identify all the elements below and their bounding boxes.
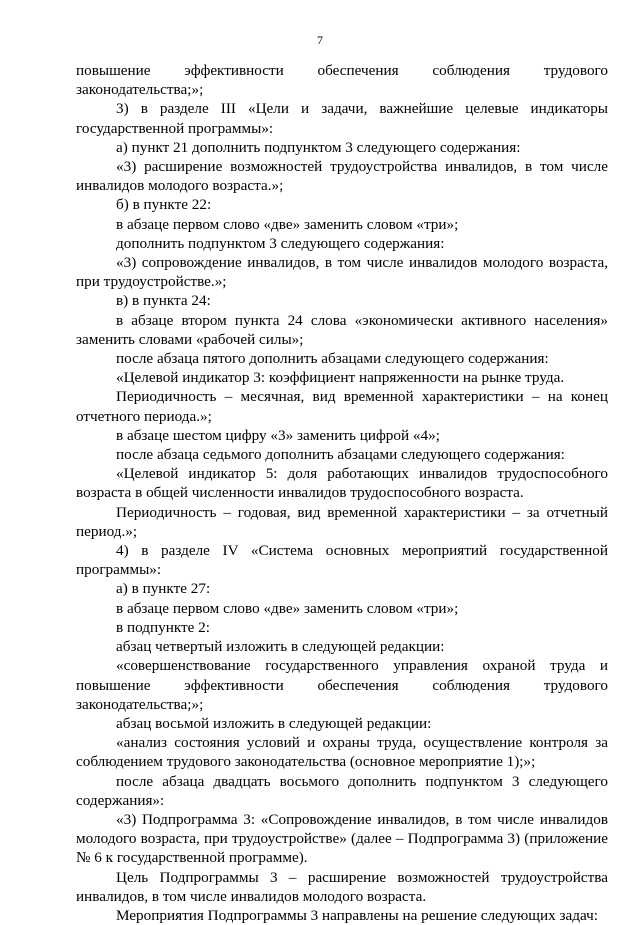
paragraph: «Целевой индикатор 5: доля работающих инвалидов трудоспособного возраста в общей численности инвалидов трудоспособного возраста.	[76, 465, 608, 502]
paragraph: «3) сопровождение инвалидов, в том числе инвалидов молодого возраста, при трудоустройстве.»;	[76, 254, 608, 291]
paragraph: Цель Подпрограммы 3 – расширение возможностей трудоустройства инвалидов, в том числе инвалидов молодого возраста.	[76, 868, 608, 905]
paragraph: абзац четвертый изложить в следующей редакции:	[116, 638, 445, 656]
paragraph: а) в пункте 27:	[116, 580, 211, 598]
paragraph: б) в пункте 22:	[116, 196, 212, 214]
paragraph: в подпункте 2:	[116, 618, 210, 636]
paragraph: 4) в разделе IV «Система основных мероприятий государственной программы»:	[76, 542, 608, 579]
paragraph: после абзаца двадцать восьмого дополнить подпунктом 3 следующего содержания»:	[76, 772, 608, 809]
paragraph: после абзаца седьмого дополнить абзацами следующего содержания:	[116, 446, 565, 464]
paragraph: после абзаца пятого дополнить абзацами следующего содержания:	[116, 350, 549, 368]
paragraph: а) пункт 21 дополнить подпунктом 3 следующего содержания:	[116, 138, 521, 156]
paragraph: Мероприятия Подпрограммы 3 направлены на решение следующих задач:	[116, 906, 598, 924]
paragraph: Периодичность – месячная, вид временной характеристики – на конец отчетного периода.»;	[76, 388, 608, 425]
paragraph: «3) Подпрограмма 3: «Сопровождение инвалидов, в том числе инвалидов молодого возраста, при трудоустройстве» (далее – Подпрограмма 3) (приложение № 6 к государственной программе).	[76, 810, 608, 867]
paragraph: в абзаце втором пункта 24 слова «экономически активного населения» заменить словами «рабочей силы»;	[76, 311, 608, 348]
paragraph: повышение эффективности обеспечения соблюдения трудового законодательства;»;	[76, 62, 608, 99]
paragraph: «совершенствование государственного управления охраной труда и повышение эффективности обеспечения соблюдения трудового законодательства;»;	[76, 657, 608, 713]
paragraph: в абзаце шестом цифру «3» заменить цифрой «4»;	[116, 426, 440, 444]
paragraph: «3) расширение возможностей трудоустройства инвалидов, в том числе инвалидов молодого возраста.»;	[76, 158, 608, 195]
paragraph: «Целевой индикатор 3: коэффициент напряженности на рынке труда.	[116, 369, 565, 387]
paragraph: в) в пункта 24:	[116, 292, 211, 310]
page-number: 7	[317, 33, 323, 47]
paragraph: в абзаце первом слово «две» заменить словом «три»;	[116, 599, 459, 617]
paragraph: абзац восьмой изложить в следующей редакции:	[116, 714, 432, 732]
paragraph: Периодичность – годовая, вид временной характеристики – за отчетный период.»;	[76, 503, 608, 540]
paragraph: в абзаце первом слово «две» заменить словом «три»;	[116, 215, 459, 233]
paragraph: 3) в разделе III «Цели и задачи, важнейшие целевые индикаторы государственной программы»:	[76, 100, 608, 137]
document-body	[76, 61, 608, 925]
paragraph: дополнить подпунктом 3 следующего содержания:	[116, 234, 445, 252]
paragraph: «анализ состояния условий и охраны труда, осуществление контроля за соблюдением трудового законодательства (основное мероприятие 1);»;	[76, 734, 608, 771]
